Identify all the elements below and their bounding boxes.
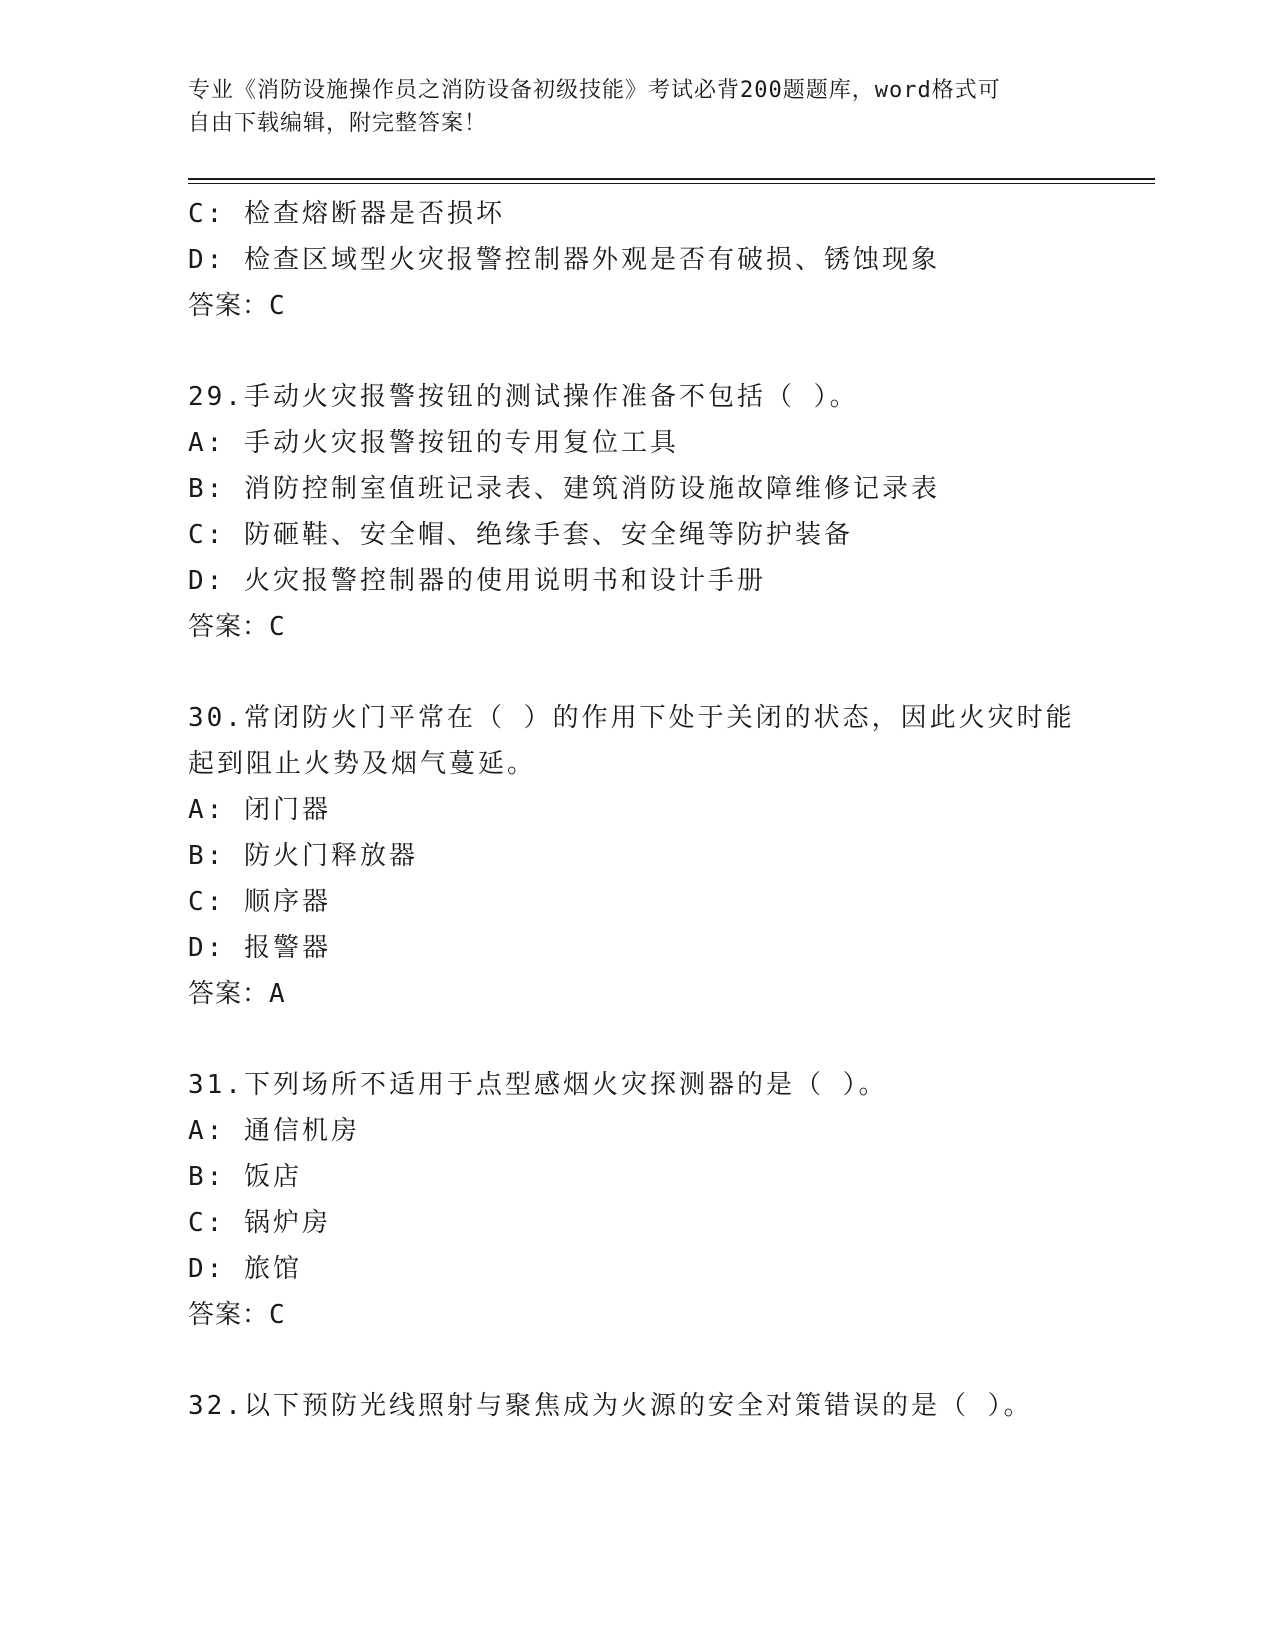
answer-line: 答案：C: [188, 291, 286, 321]
question-fragment: [188, 191, 1138, 329]
question-list: [188, 191, 1138, 1429]
option-c: C: 锅炉房: [188, 1208, 331, 1238]
header-divider-thin: [188, 183, 1155, 184]
option-c: C: 检查熔断器是否损坏: [188, 199, 505, 229]
header-title-line-1: 专业《消防设施操作员之消防设备初级技能》考试必背200题题库，word格式可: [188, 78, 1001, 103]
header-title-line-2: 自由下载编辑，附完整答案！: [188, 111, 488, 136]
question-32: [188, 1383, 1138, 1429]
option-b: B: 饭店: [188, 1162, 302, 1192]
question-stem: 30.常闭防火门平常在（ ）的作用下处于关闭的状态，因此火灾时能: [188, 703, 1075, 733]
question-29: [188, 374, 1138, 650]
option-a: A: 通信机房: [188, 1116, 360, 1146]
option-d: D: 火灾报警控制器的使用说明书和设计手册: [188, 566, 766, 596]
option-a: A: 手动火灾报警按钮的专用复位工具: [188, 428, 679, 458]
option-c: C: 防砸鞋、安全帽、绝缘手套、安全绳等防护装备: [188, 520, 853, 550]
answer-line: 答案：C: [188, 1300, 286, 1330]
question-stem: 31.下列场所不适用于点型感烟火灾探测器的是（ ）。: [188, 1070, 888, 1100]
document-header: [188, 74, 1088, 140]
answer-line: 答案：A: [188, 979, 286, 1009]
option-d: D: 检查区域型火灾报警控制器外观是否有破损、锈蚀现象: [188, 245, 940, 275]
question-stem-continued: 起到阻止火势及烟气蔓延。: [188, 749, 537, 779]
spacer: [188, 650, 1138, 695]
spacer: [188, 1017, 1138, 1062]
option-b: B: 消防控制室值班记录表、建筑消防设施故障维修记录表: [188, 474, 940, 504]
question-31: [188, 1062, 1138, 1338]
option-d: D: 旅馆: [188, 1254, 302, 1284]
question-30: [188, 695, 1138, 1017]
header-divider-thick: [188, 178, 1155, 180]
option-b: B: 防火门释放器: [188, 841, 418, 871]
question-stem: 29.手动火灾报警按钮的测试操作准备不包括（ ）。: [188, 382, 859, 412]
question-stem: 32.以下预防光线照射与聚焦成为火源的安全对策错误的是（ ）。: [188, 1391, 1033, 1421]
option-a: A: 闭门器: [188, 795, 331, 825]
answer-line: 答案：C: [188, 612, 286, 642]
option-d: D: 报警器: [188, 933, 331, 963]
spacer: [188, 1338, 1138, 1383]
spacer: [188, 329, 1138, 374]
option-c: C: 顺序器: [188, 887, 331, 917]
